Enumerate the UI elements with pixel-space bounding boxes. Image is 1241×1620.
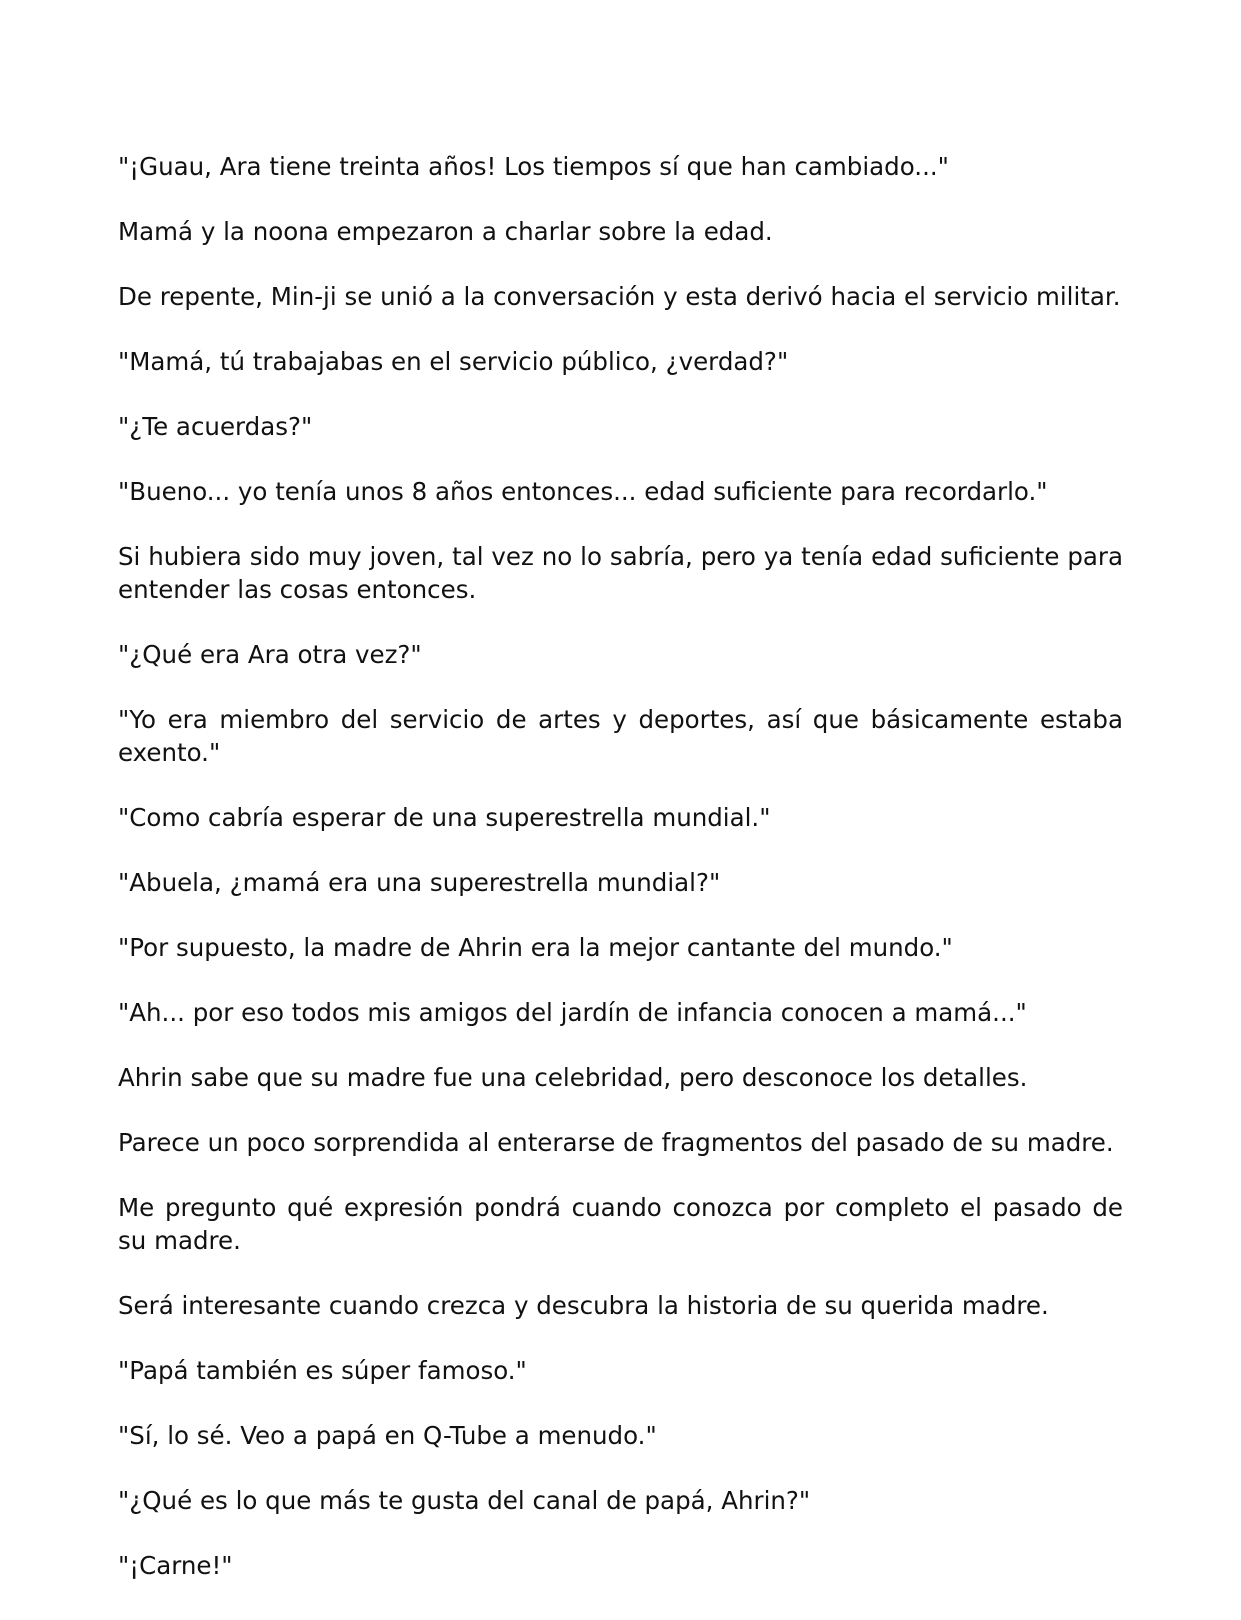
- paragraph: "Abuela, ¿mamá era una superestrella mundial?": [118, 868, 721, 897]
- paragraph: Parece un poco sorprendida al enterarse de fragmentos del pasado de su madre.: [118, 1128, 1114, 1157]
- paragraph: Si hubiera sido muy joven, tal vez no lo sabría, pero ya tenía edad suficiente para entender las cosas entonces.: [118, 542, 1123, 604]
- paragraph: De repente, Min-ji se unió a la conversación y esta derivó hacia el servicio militar.: [118, 282, 1121, 311]
- paragraph: Será interesante cuando crezca y descubra la historia de su querida madre.: [118, 1291, 1049, 1320]
- paragraph: "¿Qué era Ara otra vez?": [118, 640, 422, 669]
- paragraph: "Por supuesto, la madre de Ahrin era la mejor cantante del mundo.": [118, 933, 953, 962]
- paragraph: "Como cabría esperar de una superestrella mundial.": [118, 803, 771, 832]
- paragraph: "Papá también es súper famoso.": [118, 1356, 527, 1385]
- paragraph: "Mamá, tú trabajabas en el servicio público, ¿verdad?": [118, 347, 789, 376]
- paragraph: "¡Guau, Ara tiene treinta años! Los tiempos sí que han cambiado...": [118, 152, 949, 181]
- paragraph: "¿Qué es lo que más te gusta del canal de papá, Ahrin?": [118, 1486, 811, 1515]
- paragraph: "¿Te acuerdas?": [118, 412, 313, 441]
- paragraph: Me pregunto qué expresión pondrá cuando conozca por completo el pasado de su madre.: [118, 1193, 1123, 1255]
- paragraph: "Sí, lo sé. Veo a papá en Q-Tube a menudo.": [118, 1421, 657, 1450]
- paragraph: "Bueno... yo tenía unos 8 años entonces... edad suficiente para recordarlo.": [118, 477, 1048, 506]
- paragraph: "Ah... por eso todos mis amigos del jardín de infancia conocen a mamá...": [118, 998, 1027, 1027]
- paragraph: "¡Carne!": [118, 1551, 233, 1580]
- paragraph: Ahrin sabe que su madre fue una celebridad, pero desconoce los detalles.: [118, 1063, 1028, 1092]
- paragraph: Mamá y la noona empezaron a charlar sobre la edad.: [118, 217, 773, 246]
- paragraph: "Yo era miembro del servicio de artes y deportes, así que básicamente estaba exento.": [118, 705, 1123, 767]
- document-body: [118, 150, 1123, 1614]
